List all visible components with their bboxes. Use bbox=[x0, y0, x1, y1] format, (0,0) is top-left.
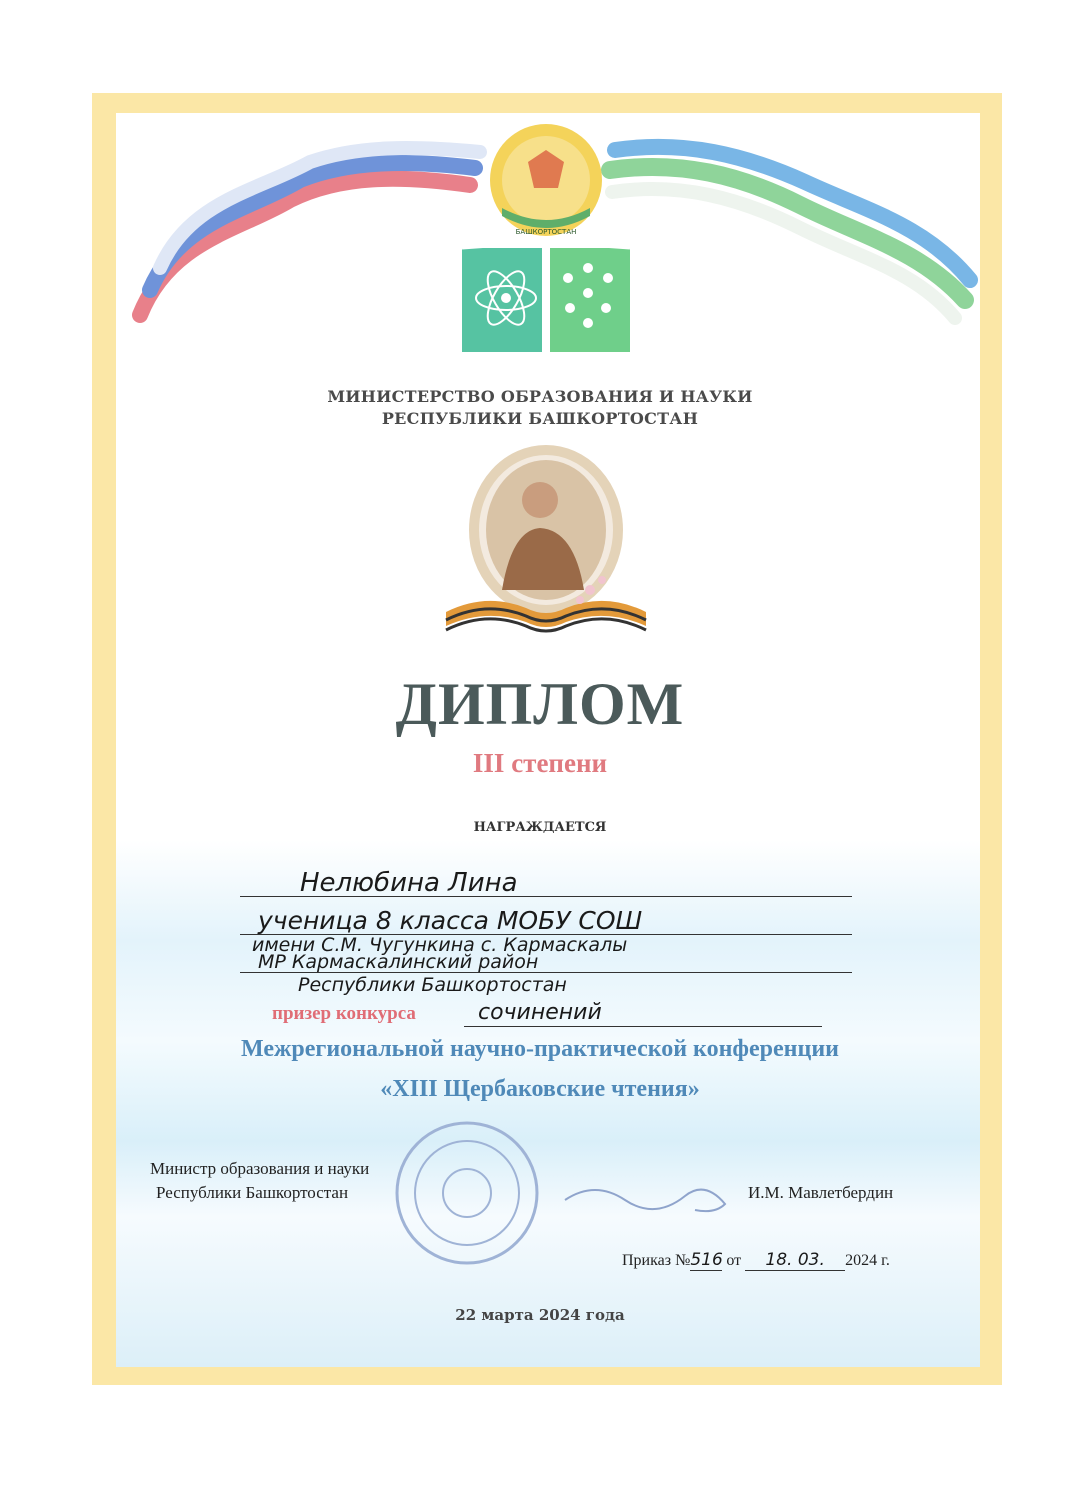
conference-name: Межрегиональной научно-практической конференции bbox=[241, 1036, 839, 1062]
signatory-position-line-2: Республики Башкортостан bbox=[156, 1183, 349, 1202]
issue-date: 22 марта 2024 года bbox=[455, 1306, 625, 1324]
order-reference bbox=[622, 1250, 890, 1271]
ministry-line-2: РЕСПУБЛИКИ БАШКОРТОСТАН bbox=[381, 409, 699, 428]
prize-value: сочинений bbox=[478, 1000, 602, 1025]
order-number: 516 bbox=[690, 1250, 723, 1270]
prize-label: призер конкурса bbox=[272, 1003, 416, 1024]
order-year: 2024 г. bbox=[845, 1252, 890, 1269]
prize-value-line bbox=[464, 1026, 822, 1027]
signatory-position-line-1: Министр образования и науки bbox=[150, 1159, 370, 1178]
book-atom-logo bbox=[458, 238, 634, 356]
bashkortostan-flag-ribbon bbox=[610, 147, 970, 318]
conference-title: «XIII Щербаковские чтения» bbox=[380, 1076, 700, 1102]
order-date: 18. 03. bbox=[745, 1250, 845, 1271]
portrait-head bbox=[522, 482, 558, 518]
portrait-medallion bbox=[440, 440, 652, 650]
bashkortostan-emblem bbox=[478, 122, 614, 244]
official-seal bbox=[392, 1118, 542, 1268]
ministry-line-1: МИНИСТЕРСТВО ОБРАЗОВАНИЯ И НАУКИ bbox=[327, 387, 753, 406]
russian-flag-ribbon bbox=[140, 148, 480, 315]
emblem-caption: БАШКОРТОСТАН bbox=[515, 228, 577, 236]
recipient-line-2: имени С.М. Чугункина с. Кармаскалы bbox=[252, 934, 628, 956]
signature-scribble bbox=[560, 1170, 740, 1220]
awarded-label: НАГРАЖДАЕТСЯ bbox=[473, 820, 607, 835]
order-from-label: от bbox=[726, 1252, 742, 1269]
ministry-heading bbox=[0, 386, 1080, 430]
diploma-title: ДИПЛОМ bbox=[395, 671, 685, 737]
recipient-name: Нелюбина Лина bbox=[300, 868, 518, 898]
signatory-position bbox=[150, 1157, 369, 1205]
recipient-line-1: ученица 8 класса МОБУ СОШ bbox=[258, 906, 643, 935]
recipient-line-4: Республики Башкортостан bbox=[298, 974, 567, 996]
signatory-name: И.М. Мавлетбердин bbox=[748, 1183, 894, 1202]
order-label: Приказ № bbox=[622, 1252, 691, 1269]
recipient-line-3: МР Кармаскалинский район bbox=[258, 951, 539, 973]
diploma-degree: III степени bbox=[472, 748, 608, 778]
